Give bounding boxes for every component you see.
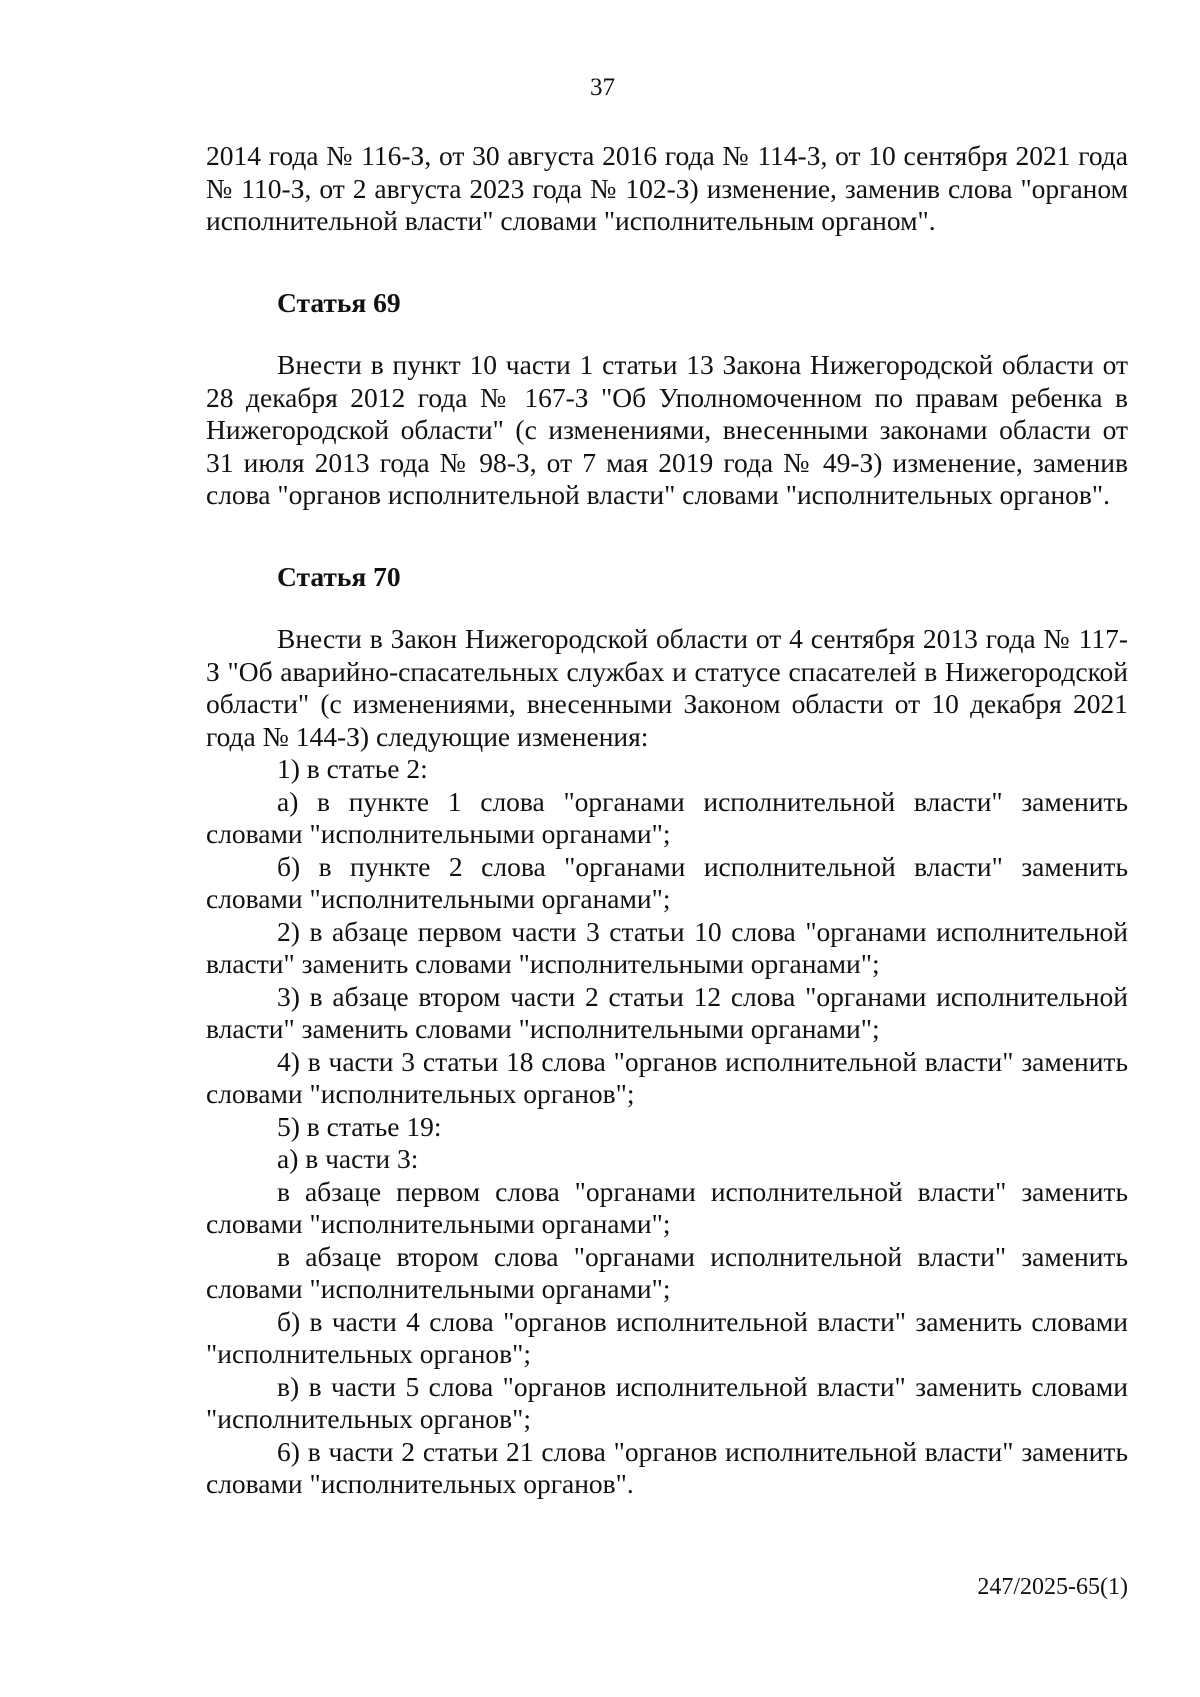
article-70-paragraph: в абзаце втором слова "органами исполнительной власти" заменить словами "исполнительными органами"; (206, 1240, 1128, 1304)
article-70-paragraph: в) в части 5 слова "органов исполнительной власти" заменить словами "исполнительных органов"; (206, 1370, 1128, 1434)
article-70-paragraph: Внести в Закон Нижегородской области от 4 сентября 2013 года № 117-З "Об аварийно-спасательных службах и статусе спасателей в Нижегородской области" (с изменениями, внесенными Законом области от 10 декабря 2021 года № 144-З) следующие изменения: (206, 623, 1128, 752)
article-70-paragraph: 6) в части 2 статьи 21 слова "органов исполнительной власти" заменить словами "исполнительных органов". (206, 1435, 1128, 1499)
document-registration-code: 247/2025-65(1) (977, 1574, 1128, 1600)
article-70-title: Статья 70 (277, 560, 401, 592)
article-70-paragraph: 5) в статье 19: (277, 1110, 442, 1142)
article-70-paragraph: б) в части 4 слова "органов исполнительной власти" заменить словами "исполнительных органов"; (206, 1305, 1128, 1369)
article-70-paragraph: 4) в части 3 статьи 18 слова "органов исполнительной власти" заменить словами "исполнительных органов"; (206, 1045, 1128, 1109)
intro-paragraph: 2014 года № 116-З, от 30 августа 2016 года № 114-З, от 10 сентября 2021 года № 110-З, от 2 августа 2023 года № 102-З) изменение, заменив слова "органом исполнительной власти" словами "исполнительным органом". (206, 140, 1128, 236)
article-70-paragraph: б) в пункте 2 слова "органами исполнительной власти" заменить словами "исполнительными органами"; (206, 850, 1128, 914)
article-70-paragraph: 1) в статье 2: (277, 753, 428, 784)
article-70-paragraph: 2) в абзаце первом части 3 статьи 10 слова "органами исполнительной власти" заменить словами "исполнительными органами"; (206, 915, 1128, 979)
document-body (206, 140, 1128, 1501)
article-69-paragraph: Внести в пункт 10 части 1 статьи 13 Закона Нижегородской области от 28 декабря 2012 года № 167-З "Об Уполномоченном по правам ребенка в Нижегородской области" (с изменениями, внесенными законами области от 31 июля 2013 года № 98-З, от 7 мая 2019 года № 49-З) изменение, заменив слова "органов исполнительной власти" словами "исполнительных органов". (206, 349, 1128, 510)
article-70-paragraph: а) в пункте 1 слова "органами исполнительной власти" заменить словами "исполнительными органами"; (206, 785, 1128, 849)
article-70-paragraph: 3) в абзаце втором части 2 статьи 12 слова "органами исполнительной власти" заменить словами "исполнительными органами"; (206, 980, 1128, 1044)
article-69-title: Статья 69 (277, 286, 401, 318)
article-70-paragraph: в абзаце первом слова "органами исполнительной власти" заменить словами "исполнительными органами"; (206, 1175, 1128, 1239)
page-number: 37 (590, 74, 615, 101)
article-70-paragraph: а) в части 3: (277, 1143, 419, 1174)
